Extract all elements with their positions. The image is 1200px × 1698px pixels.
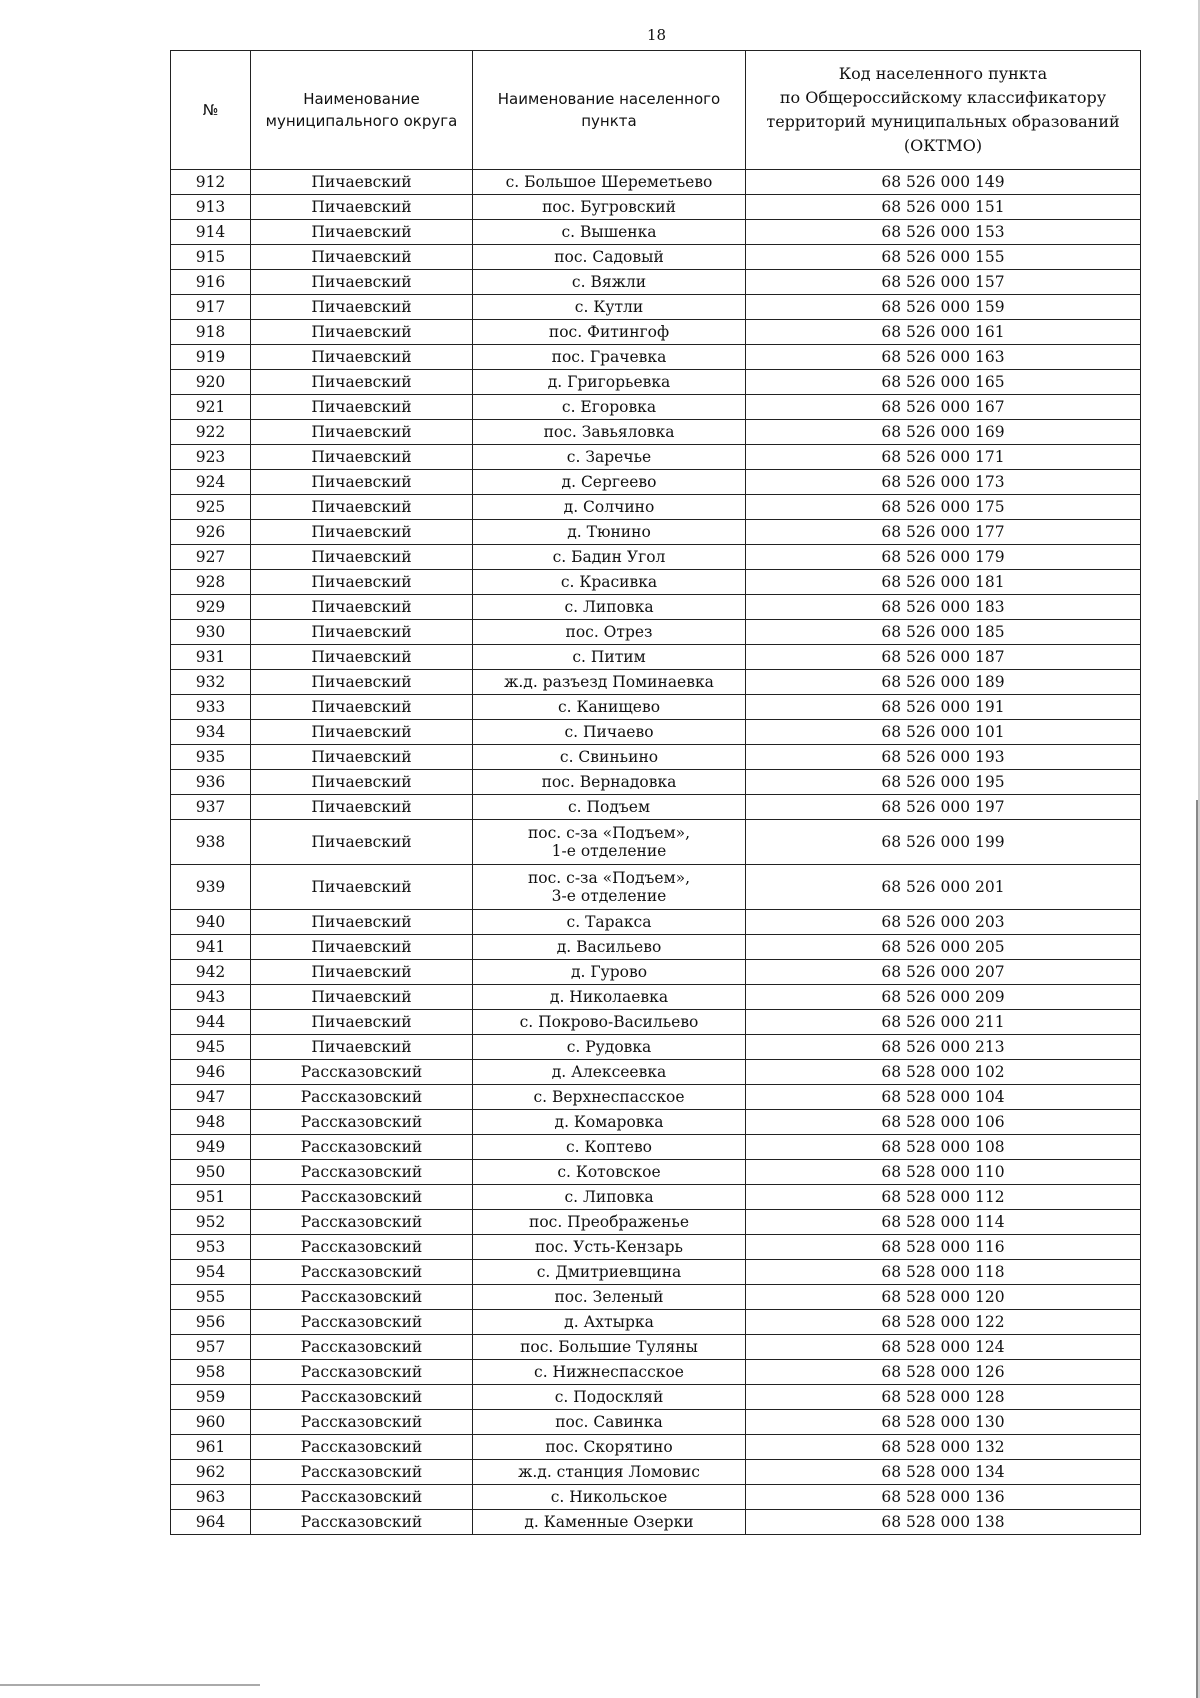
table-row [171, 1085, 1141, 1110]
page-number: 18 [646, 26, 667, 44]
settlement-name: д. Васильево [473, 935, 746, 960]
settlement-name: д. Григорьевка [473, 370, 746, 395]
oktmo-code: 68 528 000 104 [746, 1085, 1141, 1110]
header-oktmo-line: Код населенного пункта [838, 64, 1048, 83]
table-row [171, 1235, 1141, 1260]
district-name: Рассказовский [251, 1335, 473, 1360]
row-number: 958 [171, 1360, 251, 1385]
table-row [171, 960, 1141, 985]
row-number: 912 [171, 170, 251, 195]
row-number: 942 [171, 960, 251, 985]
oktmo-code: 68 526 000 101 [746, 720, 1141, 745]
row-number: 939 [171, 865, 251, 910]
table-row [171, 1110, 1141, 1135]
district-name: Рассказовский [251, 1460, 473, 1485]
settlement-name [473, 820, 746, 865]
table-row [171, 910, 1141, 935]
row-number: 927 [171, 545, 251, 570]
table-row [171, 645, 1141, 670]
row-number: 925 [171, 495, 251, 520]
settlement-name: с. Подъем [473, 795, 746, 820]
table-row [171, 1160, 1141, 1185]
district-name: Пичаевский [251, 420, 473, 445]
settlement-name: с. Котовское [473, 1160, 746, 1185]
district-name: Пичаевский [251, 795, 473, 820]
oktmo-code: 68 526 000 203 [746, 910, 1141, 935]
oktmo-code: 68 526 000 209 [746, 985, 1141, 1010]
district-name: Рассказовский [251, 1235, 473, 1260]
oktmo-code: 68 526 000 181 [746, 570, 1141, 595]
table-row [171, 195, 1141, 220]
oktmo-code: 68 526 000 153 [746, 220, 1141, 245]
settlement-name: пос. Фитингоф [473, 320, 746, 345]
district-name: Пичаевский [251, 170, 473, 195]
settlement-name: д. Каменные Озерки [473, 1510, 746, 1535]
oktmo-code: 68 526 000 165 [746, 370, 1141, 395]
oktmo-code: 68 526 000 167 [746, 395, 1141, 420]
table-row [171, 795, 1141, 820]
district-name: Рассказовский [251, 1060, 473, 1085]
row-number: 963 [171, 1485, 251, 1510]
row-number: 917 [171, 295, 251, 320]
row-number: 941 [171, 935, 251, 960]
oktmo-code: 68 528 000 136 [746, 1485, 1141, 1510]
header-oktmo-line: территорий муниципальных образований [766, 112, 1120, 131]
table-row [171, 620, 1141, 645]
oktmo-code: 68 526 000 171 [746, 445, 1141, 470]
row-number: 940 [171, 910, 251, 935]
settlement-line: 1-е отделение [551, 842, 667, 860]
settlement-name: с. Покрово-Васильево [473, 1010, 746, 1035]
oktmo-code: 68 526 000 169 [746, 420, 1141, 445]
district-name: Пичаевский [251, 910, 473, 935]
header-oktmo [746, 51, 1141, 170]
district-name: Пичаевский [251, 935, 473, 960]
row-number: 955 [171, 1285, 251, 1310]
table-row [171, 820, 1141, 865]
district-name: Рассказовский [251, 1435, 473, 1460]
row-number: 948 [171, 1110, 251, 1135]
row-number: 931 [171, 645, 251, 670]
table-row [171, 1485, 1141, 1510]
scan-bottom-edge [0, 1684, 260, 1686]
row-number: 934 [171, 720, 251, 745]
row-number: 944 [171, 1010, 251, 1035]
header-oktmo-line: (ОКТМО) [903, 136, 983, 155]
oktmo-code: 68 528 000 110 [746, 1160, 1141, 1185]
oktmo-code: 68 526 000 151 [746, 195, 1141, 220]
table-row [171, 1035, 1141, 1060]
row-number: 952 [171, 1210, 251, 1235]
settlement-name: пос. Большие Туляны [473, 1335, 746, 1360]
row-number: 915 [171, 245, 251, 270]
district-name: Пичаевский [251, 620, 473, 645]
table-row [171, 985, 1141, 1010]
table-row [171, 370, 1141, 395]
table-body [171, 170, 1141, 1535]
district-name: Рассказовский [251, 1160, 473, 1185]
settlement-name: с. Свиньино [473, 745, 746, 770]
settlement-name: ж.д. станция Ломовис [473, 1460, 746, 1485]
settlement-name: с. Большое Шереметьево [473, 170, 746, 195]
table-row [171, 1185, 1141, 1210]
table-row [171, 420, 1141, 445]
oktmo-code: 68 526 000 193 [746, 745, 1141, 770]
settlement-name: с. Никольское [473, 1485, 746, 1510]
table-row [171, 1135, 1141, 1160]
district-name: Рассказовский [251, 1260, 473, 1285]
oktmo-code: 68 528 000 122 [746, 1310, 1141, 1335]
row-number: 919 [171, 345, 251, 370]
settlement-name: с. Кутли [473, 295, 746, 320]
row-number: 950 [171, 1160, 251, 1185]
settlement-name: пос. Садовый [473, 245, 746, 270]
district-name: Пичаевский [251, 985, 473, 1010]
district-name: Рассказовский [251, 1135, 473, 1160]
settlement-name: д. Солчино [473, 495, 746, 520]
header-number: № [171, 51, 251, 170]
table-row [171, 1460, 1141, 1485]
row-number: 913 [171, 195, 251, 220]
oktmo-code: 68 528 000 130 [746, 1410, 1141, 1435]
row-number: 916 [171, 270, 251, 295]
oktmo-code: 68 526 000 197 [746, 795, 1141, 820]
row-number: 951 [171, 1185, 251, 1210]
district-name: Пичаевский [251, 445, 473, 470]
oktmo-code: 68 526 000 185 [746, 620, 1141, 645]
district-name: Рассказовский [251, 1410, 473, 1435]
settlement-name: пос. Преображенье [473, 1210, 746, 1235]
row-number: 962 [171, 1460, 251, 1485]
settlement-name: д. Ахтырка [473, 1310, 746, 1335]
row-number: 923 [171, 445, 251, 470]
settlement-name: с. Вяжли [473, 270, 746, 295]
district-name: Рассказовский [251, 1510, 473, 1535]
oktmo-code: 68 526 000 161 [746, 320, 1141, 345]
row-number: 949 [171, 1135, 251, 1160]
oktmo-code: 68 526 000 205 [746, 935, 1141, 960]
row-number: 937 [171, 795, 251, 820]
district-name: Рассказовский [251, 1360, 473, 1385]
oktmo-code: 68 526 000 175 [746, 495, 1141, 520]
oktmo-code: 68 526 000 195 [746, 770, 1141, 795]
oktmo-code: 68 526 000 189 [746, 670, 1141, 695]
row-number: 918 [171, 320, 251, 345]
row-number: 936 [171, 770, 251, 795]
oktmo-code: 68 526 000 187 [746, 645, 1141, 670]
settlement-name: пос. Грачевка [473, 345, 746, 370]
oktmo-code: 68 526 000 177 [746, 520, 1141, 545]
oktmo-code: 68 528 000 106 [746, 1110, 1141, 1135]
row-number: 964 [171, 1510, 251, 1535]
district-name: Пичаевский [251, 960, 473, 985]
district-name: Пичаевский [251, 545, 473, 570]
district-name: Пичаевский [251, 595, 473, 620]
district-name: Рассказовский [251, 1110, 473, 1135]
table-row [171, 470, 1141, 495]
settlement-line: 3-е отделение [551, 887, 667, 905]
district-name: Пичаевский [251, 220, 473, 245]
table-row [171, 720, 1141, 745]
table-row [171, 865, 1141, 910]
oktmo-code: 68 528 000 132 [746, 1435, 1141, 1460]
settlement-name: с. Коптево [473, 1135, 746, 1160]
row-number: 961 [171, 1435, 251, 1460]
district-name: Пичаевский [251, 395, 473, 420]
district-name: Пичаевский [251, 1010, 473, 1035]
table-row [171, 245, 1141, 270]
table-row [171, 1435, 1141, 1460]
settlement-name: пос. Савинка [473, 1410, 746, 1435]
row-number: 956 [171, 1310, 251, 1335]
district-name: Рассказовский [251, 1085, 473, 1110]
oktmo-code: 68 526 000 163 [746, 345, 1141, 370]
oktmo-code: 68 528 000 134 [746, 1460, 1141, 1485]
settlement-name: с. Дмитриевщина [473, 1260, 746, 1285]
settlement-name: с. Таракса [473, 910, 746, 935]
oktmo-code: 68 528 000 126 [746, 1360, 1141, 1385]
table-row [171, 170, 1141, 195]
header-row [171, 51, 1141, 170]
table-row [171, 1260, 1141, 1285]
oktmo-code: 68 526 000 211 [746, 1010, 1141, 1035]
oktmo-code: 68 526 000 191 [746, 695, 1141, 720]
row-number: 957 [171, 1335, 251, 1360]
district-name: Пичаевский [251, 295, 473, 320]
settlement-name: с. Питим [473, 645, 746, 670]
settlement-name: ж.д. разъезд Поминаевка [473, 670, 746, 695]
district-name: Рассказовский [251, 1485, 473, 1510]
settlement-name: пос. Отрез [473, 620, 746, 645]
oktmo-code: 68 526 000 149 [746, 170, 1141, 195]
settlement-name: пос. Усть-Кензарь [473, 1235, 746, 1260]
district-name: Пичаевский [251, 320, 473, 345]
settlement-name: д. Сергеево [473, 470, 746, 495]
table-row [171, 270, 1141, 295]
district-name: Пичаевский [251, 470, 473, 495]
oktmo-code: 68 528 000 120 [746, 1285, 1141, 1310]
row-number: 946 [171, 1060, 251, 1085]
settlement-name: пос. Завьяловка [473, 420, 746, 445]
table-row [171, 1010, 1141, 1035]
oktmo-code: 68 526 000 213 [746, 1035, 1141, 1060]
table-row [171, 935, 1141, 960]
district-name: Пичаевский [251, 370, 473, 395]
row-number: 954 [171, 1260, 251, 1285]
settlement-name: с. Егоровка [473, 395, 746, 420]
table-row [171, 595, 1141, 620]
oktmo-code: 68 526 000 157 [746, 270, 1141, 295]
settlement-name: с. Нижнеспасское [473, 1360, 746, 1385]
oktmo-code: 68 528 000 124 [746, 1335, 1141, 1360]
district-name: Пичаевский [251, 865, 473, 910]
table-row [171, 445, 1141, 470]
oktmo-code: 68 528 000 116 [746, 1235, 1141, 1260]
row-number: 933 [171, 695, 251, 720]
settlement-name: д. Алексеевка [473, 1060, 746, 1085]
table-row [171, 1335, 1141, 1360]
oktmo-code: 68 528 000 114 [746, 1210, 1141, 1235]
district-name: Пичаевский [251, 345, 473, 370]
row-number: 930 [171, 620, 251, 645]
row-number: 959 [171, 1385, 251, 1410]
settlement-name: д. Николаевка [473, 985, 746, 1010]
table-row [171, 320, 1141, 345]
settlement-name: пос. Вернадовка [473, 770, 746, 795]
table-row [171, 395, 1141, 420]
settlement-line: пос. с-за «Подъем», [527, 824, 691, 842]
table-row [171, 1410, 1141, 1435]
oktmo-code: 68 528 000 138 [746, 1510, 1141, 1535]
oktmo-code: 68 528 000 102 [746, 1060, 1141, 1085]
row-number: 947 [171, 1085, 251, 1110]
row-number: 960 [171, 1410, 251, 1435]
settlement-name: д. Комаровка [473, 1110, 746, 1135]
table-row [171, 1360, 1141, 1385]
settlement-name: с. Верхнеспасское [473, 1085, 746, 1110]
settlement-name: пос. Бугровский [473, 195, 746, 220]
oktmo-code: 68 526 000 159 [746, 295, 1141, 320]
district-name: Пичаевский [251, 520, 473, 545]
table-row [171, 1385, 1141, 1410]
oktmo-code: 68 526 000 183 [746, 595, 1141, 620]
settlement-name [473, 865, 746, 910]
row-number: 935 [171, 745, 251, 770]
settlement-name: с. Липовка [473, 595, 746, 620]
oktmo-code: 68 526 000 199 [746, 820, 1141, 865]
oktmo-code: 68 526 000 173 [746, 470, 1141, 495]
row-number: 926 [171, 520, 251, 545]
header-oktmo-line: по Общероссийскому классификатору [779, 88, 1107, 107]
district-name: Рассказовский [251, 1385, 473, 1410]
settlement-line: пос. с-за «Подъем», [527, 869, 691, 887]
district-name: Пичаевский [251, 745, 473, 770]
district-name: Рассказовский [251, 1185, 473, 1210]
table-row [171, 520, 1141, 545]
table-row [171, 570, 1141, 595]
oktmo-code: 68 528 000 118 [746, 1260, 1141, 1285]
oktmo-code: 68 526 000 207 [746, 960, 1141, 985]
table-row [171, 1285, 1141, 1310]
oktmo-code: 68 528 000 108 [746, 1135, 1141, 1160]
table-row [171, 695, 1141, 720]
settlement-name: пос. Скорятино [473, 1435, 746, 1460]
settlement-name: с. Рудовка [473, 1035, 746, 1060]
settlement-name: с. Канищево [473, 695, 746, 720]
table-row [171, 1060, 1141, 1085]
row-number: 932 [171, 670, 251, 695]
table-row [171, 295, 1141, 320]
table-row [171, 545, 1141, 570]
district-name: Пичаевский [251, 645, 473, 670]
district-name: Пичаевский [251, 695, 473, 720]
oktmo-code: 68 528 000 112 [746, 1185, 1141, 1210]
district-name: Пичаевский [251, 820, 473, 865]
settlement-name: с. Вышенка [473, 220, 746, 245]
table-row [171, 1510, 1141, 1535]
settlement-name: с. Красивка [473, 570, 746, 595]
table-row [171, 1310, 1141, 1335]
settlement-name: с. Липовка [473, 1185, 746, 1210]
row-number: 928 [171, 570, 251, 595]
table-row [171, 495, 1141, 520]
table-row [171, 220, 1141, 245]
district-name: Рассказовский [251, 1285, 473, 1310]
district-name: Пичаевский [251, 570, 473, 595]
district-name: Пичаевский [251, 270, 473, 295]
district-name: Пичаевский [251, 495, 473, 520]
settlement-name: с. Заречье [473, 445, 746, 470]
oktmo-code: 68 526 000 179 [746, 545, 1141, 570]
table-row [171, 1210, 1141, 1235]
row-number: 943 [171, 985, 251, 1010]
oktmo-code: 68 526 000 155 [746, 245, 1141, 270]
district-name: Пичаевский [251, 245, 473, 270]
oktmo-code: 68 528 000 128 [746, 1385, 1141, 1410]
scan-edge-dark [1196, 800, 1198, 1698]
row-number: 929 [171, 595, 251, 620]
table-header [171, 51, 1141, 170]
row-number: 938 [171, 820, 251, 865]
header-settlement: Наименование населенного пункта [473, 51, 746, 170]
row-number: 922 [171, 420, 251, 445]
district-name: Рассказовский [251, 1210, 473, 1235]
row-number: 920 [171, 370, 251, 395]
row-number: 921 [171, 395, 251, 420]
settlement-name: д. Тюнино [473, 520, 746, 545]
table-row [171, 770, 1141, 795]
row-number: 914 [171, 220, 251, 245]
header-district: Наименование муниципального округа [251, 51, 473, 170]
settlement-name: с. Пичаево [473, 720, 746, 745]
district-name: Пичаевский [251, 195, 473, 220]
settlement-name: д. Гурово [473, 960, 746, 985]
table-row [171, 345, 1141, 370]
row-number: 945 [171, 1035, 251, 1060]
district-name: Пичаевский [251, 670, 473, 695]
district-name: Пичаевский [251, 770, 473, 795]
settlement-name: пос. Зеленый [473, 1285, 746, 1310]
settlement-name: с. Бадин Угол [473, 545, 746, 570]
row-number: 953 [171, 1235, 251, 1260]
settlements-table [170, 50, 1141, 1535]
table-row [171, 670, 1141, 695]
oktmo-code: 68 526 000 201 [746, 865, 1141, 910]
row-number: 924 [171, 470, 251, 495]
settlement-name: с. Подоскляй [473, 1385, 746, 1410]
district-name: Рассказовский [251, 1310, 473, 1335]
district-name: Пичаевский [251, 1035, 473, 1060]
district-name: Пичаевский [251, 720, 473, 745]
table-row [171, 745, 1141, 770]
